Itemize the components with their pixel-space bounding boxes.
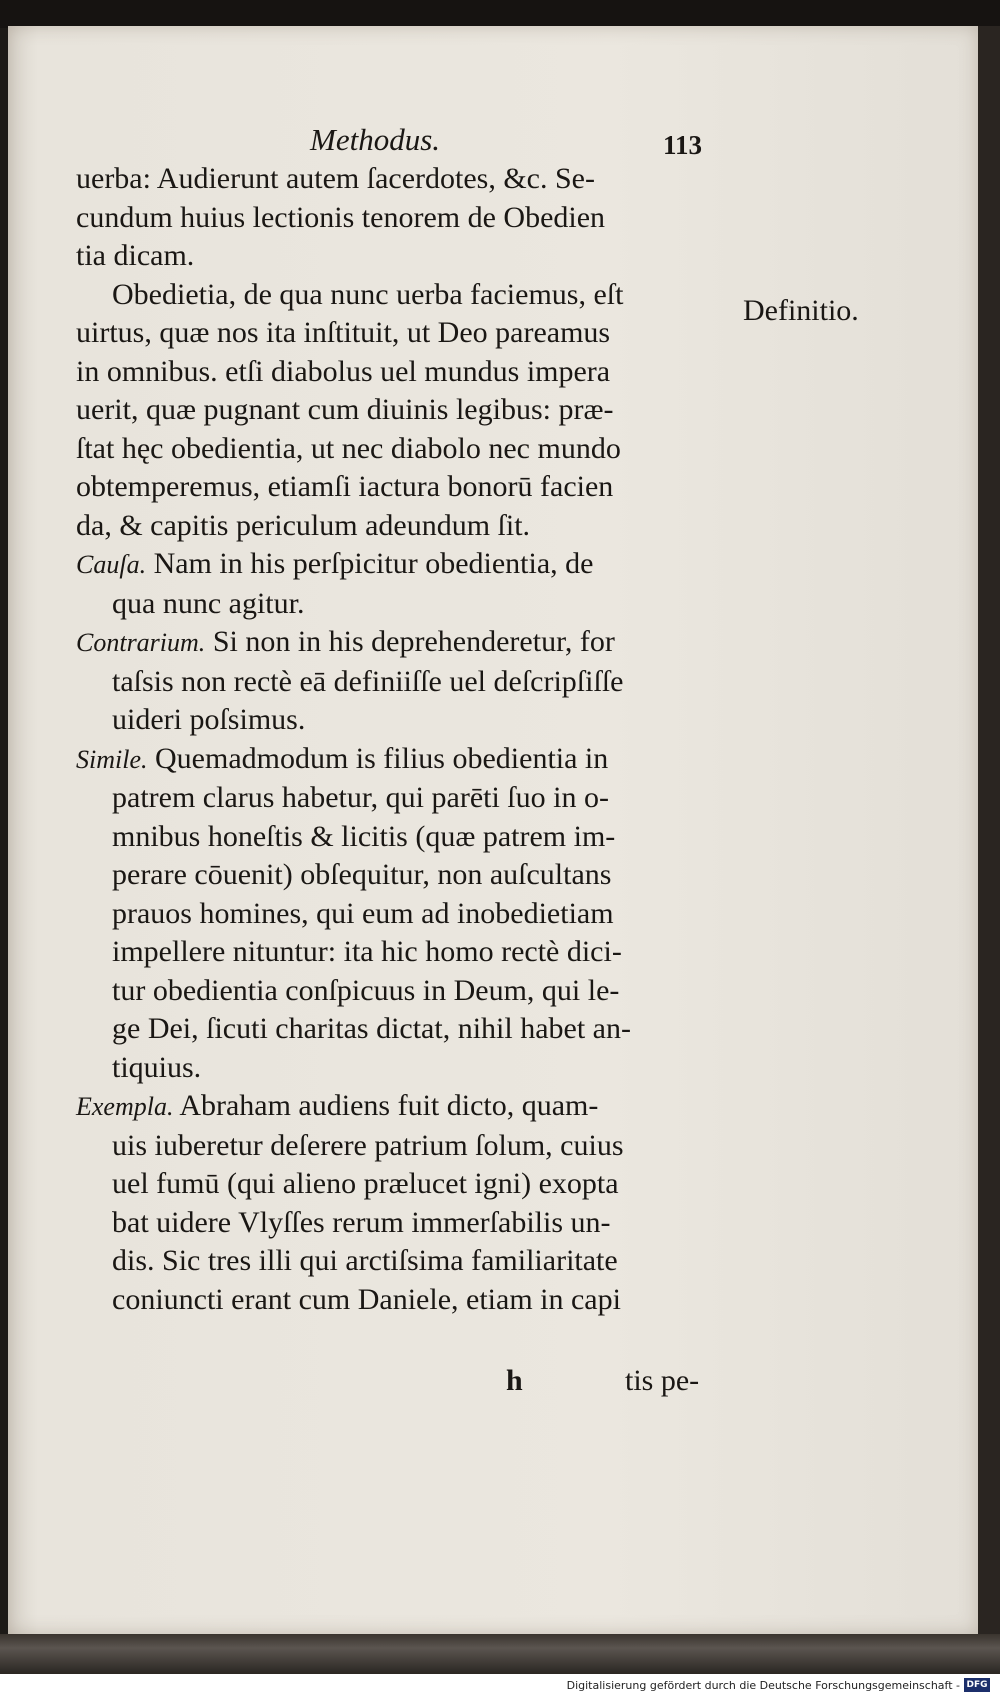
text-line xyxy=(76,199,631,238)
line-text: obtemperemus, etiamſi iactura bonorū facien xyxy=(76,470,614,503)
text-line xyxy=(76,856,631,895)
text-line xyxy=(76,276,631,315)
line-text: in omnibus. etſi diabolus uel mundus impera xyxy=(76,354,611,388)
text-line xyxy=(76,237,631,276)
text-line xyxy=(76,933,631,972)
dfg-logo: DFG xyxy=(964,1678,990,1692)
section-label: Exempla. xyxy=(76,1092,174,1121)
line-text: ſtat hęc obedientia, ut nec diabolo nec mundo xyxy=(76,431,621,465)
line-text: taſsis non rectè eā definiiſſe uel deſcripſiſſe xyxy=(112,664,624,698)
line-text: ge Dei, ſicuti charitas dictat, nihil habet an- xyxy=(112,1012,631,1045)
line-text: uirtus, quæ nos ita inſtituit, ut Deo pareamus xyxy=(76,316,611,349)
line-text: uerit, quæ pugnant cum diuinis legibus: præ- xyxy=(76,393,614,426)
line-text: tiquius. xyxy=(112,1050,202,1084)
text-line xyxy=(76,507,631,546)
line-text: tia dicam. xyxy=(76,239,195,272)
section-label: Contrarium. xyxy=(76,628,206,657)
signature-mark: h xyxy=(506,1364,523,1397)
text-line xyxy=(76,1281,631,1320)
line-text: Obedietia, de qua nunc uerba faciemus, eſt xyxy=(112,277,624,311)
page-footer-line xyxy=(0,1364,1000,1404)
text-line xyxy=(76,701,631,740)
text-line xyxy=(76,623,631,663)
text-line xyxy=(76,1010,631,1049)
line-text: perare cōuenit) obſequitur, non auſcultans xyxy=(112,858,612,891)
line-text: Quemadmodum is filius obedientia in xyxy=(147,741,609,775)
scan-top-border xyxy=(0,0,1000,28)
line-text: da, & capitis periculum adeundum ſit. xyxy=(76,508,531,542)
line-text: dis. Sic tres illi qui arctiſsima familiaritate xyxy=(112,1244,618,1277)
line-text: impellere nituntur: ita hic homo rectè dici- xyxy=(112,935,622,968)
line-text: mnibus honeſtis & licitis (quæ patrem im- xyxy=(112,819,616,853)
text-line xyxy=(76,1127,631,1166)
line-text: patrem clarus habetur, qui parēti ſuo in o- xyxy=(112,781,609,814)
section-label: Cauſa. xyxy=(76,550,147,579)
text-line xyxy=(76,585,631,624)
margin-note: Definitio. xyxy=(743,294,859,327)
line-text: uel fumū (qui alieno prælucet igni) exopta xyxy=(112,1167,619,1200)
line-text: uerba: Audierunt autem ſacerdotes, &c. Se- xyxy=(76,162,595,195)
text-line xyxy=(76,1204,631,1243)
line-text: uideri poſsimus. xyxy=(112,703,306,736)
line-text: prauos homines, qui eum ad inobedietiam xyxy=(112,896,614,930)
scan-bottom-border xyxy=(0,1634,1000,1674)
line-text: Abraham audiens fuit dicto, quam- xyxy=(173,1089,599,1122)
text-line xyxy=(76,818,631,857)
text-line xyxy=(76,430,631,469)
catchword: tis pe- xyxy=(625,1364,700,1397)
text-line xyxy=(76,353,631,392)
line-text: Si non in his deprehenderetur, for xyxy=(205,625,615,658)
body-text xyxy=(76,160,631,1319)
text-line xyxy=(76,1165,631,1204)
text-line xyxy=(76,314,631,353)
text-line xyxy=(76,779,631,818)
text-line xyxy=(76,1242,631,1281)
text-line xyxy=(76,972,631,1011)
line-text: tur obedientia conſpicuus in Deum, qui le- xyxy=(112,973,620,1007)
funding-credit: Digitalisierung gefördert durch die Deutsche Forschungsgemeinschaft - xyxy=(566,1679,960,1692)
line-text: bat uidere Vlyſſes rerum immerſabilis un- xyxy=(112,1205,611,1239)
text-line xyxy=(76,740,631,780)
line-text: Nam in his perſpicitur obedientia, de xyxy=(146,547,594,580)
text-line xyxy=(76,895,631,934)
text-line xyxy=(76,1087,631,1127)
text-line xyxy=(76,1049,631,1088)
text-line xyxy=(76,160,631,199)
text-line xyxy=(76,468,631,507)
line-text: cundum huius lectionis tenorem de Obedien xyxy=(76,200,606,234)
text-line xyxy=(76,663,631,702)
line-text: uis iuberetur deſerere patrium ſolum, cuius xyxy=(112,1128,624,1162)
line-text: coniuncti erant cum Daniele, etiam in capi xyxy=(112,1282,621,1316)
line-text: qua nunc agitur. xyxy=(112,586,305,620)
text-line xyxy=(76,545,631,585)
section-label: Simile. xyxy=(76,744,148,774)
running-head: Methodus. xyxy=(310,122,441,157)
text-line xyxy=(76,391,631,430)
page-number: 113 xyxy=(663,130,703,160)
